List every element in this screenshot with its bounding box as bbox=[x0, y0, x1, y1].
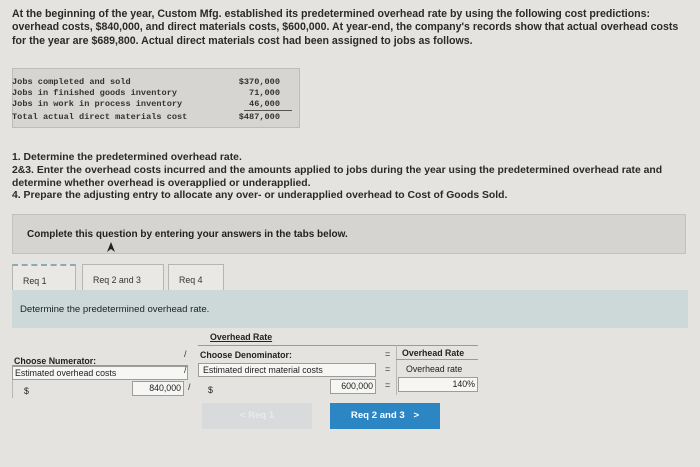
overhead-rate-output[interactable] bbox=[398, 377, 478, 392]
tab-label: Req 1 bbox=[23, 276, 47, 286]
denominator-header: Choose Denominator: bbox=[200, 350, 292, 360]
table-row bbox=[12, 111, 280, 123]
numerator-select[interactable] bbox=[12, 366, 188, 380]
divide-sign-3: / bbox=[188, 382, 191, 392]
denominator-select-value: Estimated direct material costs bbox=[203, 365, 323, 375]
overhead-rate-value: 140% bbox=[452, 379, 475, 389]
title-divider bbox=[198, 345, 478, 346]
question-4: 4. Prepare the adjusting entry to allocate any over- or underapplied overhead to Cost of Goods Sold. bbox=[12, 190, 508, 202]
currency-symbol: $ bbox=[24, 386, 29, 396]
denominator-amount-input[interactable] bbox=[330, 379, 376, 394]
result-label: Overhead rate bbox=[406, 364, 463, 374]
result-divider bbox=[396, 345, 397, 395]
mouse-cursor-icon bbox=[106, 241, 116, 253]
prompt-text: Determine the predetermined overhead rate. bbox=[20, 304, 210, 315]
equals-sign: = bbox=[385, 349, 391, 359]
numerator-amount-input[interactable] bbox=[132, 381, 184, 396]
divide-sign: / bbox=[184, 349, 187, 359]
numerator-header: Choose Numerator: bbox=[14, 356, 97, 366]
equals-sign-2: = bbox=[385, 364, 391, 374]
question-list bbox=[12, 152, 692, 203]
prev-req-button[interactable] bbox=[202, 403, 312, 429]
grid-title: Overhead Rate bbox=[210, 332, 273, 342]
tab-label: Req 2 and 3 bbox=[93, 275, 141, 285]
next-req-label: Req 2 and 3 bbox=[350, 410, 405, 421]
numerator-select-value: Estimated overhead costs bbox=[15, 368, 117, 378]
row-value: $487,000 bbox=[238, 112, 280, 122]
grid-edge bbox=[12, 380, 13, 398]
currency-symbol-2: $ bbox=[208, 385, 213, 395]
prompt-bar bbox=[12, 290, 688, 328]
next-req-button[interactable] bbox=[330, 403, 440, 429]
denominator-amount-value: 600,000 bbox=[341, 381, 373, 391]
overhead-rate-grid bbox=[12, 328, 478, 400]
question-2-3: 2&3. Enter the overhead costs incurred and the amounts applied to jobs during the year using the predetermined overhead rate and determine whether overhead is overapplied or underapplied. bbox=[12, 164, 663, 189]
chevron-left-icon: < bbox=[239, 410, 249, 421]
table-row bbox=[12, 98, 280, 110]
denominator-select[interactable] bbox=[198, 363, 376, 377]
chevron-right-icon: > bbox=[413, 410, 420, 421]
row-value: 46,000 bbox=[249, 99, 280, 109]
result-header: Overhead Rate bbox=[402, 348, 465, 358]
row-label: Total actual direct materials cost bbox=[12, 112, 188, 122]
prev-req-label: Req 1 bbox=[248, 410, 275, 421]
row-value: 71,000 bbox=[249, 88, 280, 98]
row-label: Jobs completed and sold bbox=[12, 77, 131, 87]
numerator-amount-value: 840,000 bbox=[149, 383, 181, 393]
row-value: $370,000 bbox=[238, 77, 280, 87]
question-1: 1. Determine the predetermined overhead rate. bbox=[12, 152, 242, 163]
divide-sign-2: / bbox=[184, 365, 187, 375]
row-label: Jobs in finished goods inventory bbox=[12, 88, 178, 98]
result-header-divider bbox=[396, 359, 478, 360]
instruction-text: Complete this question by entering your answers in the tabs below. bbox=[27, 229, 348, 240]
problem-intro: At the beginning of the year, Custom Mfg. established its predetermined overhead rate by using the following cost predictions: overhead costs, $840,000, and direct materials costs, $600,000. At year-end, the company's records show that actual overhead costs for the year are $689,800. Actual direct materials cost had been assigned to jobs as follows. bbox=[12, 8, 679, 47]
tab-label: Req 4 bbox=[179, 275, 203, 285]
row-label: Jobs in work in process inventory bbox=[12, 99, 183, 109]
equals-sign-3: = bbox=[385, 380, 391, 390]
